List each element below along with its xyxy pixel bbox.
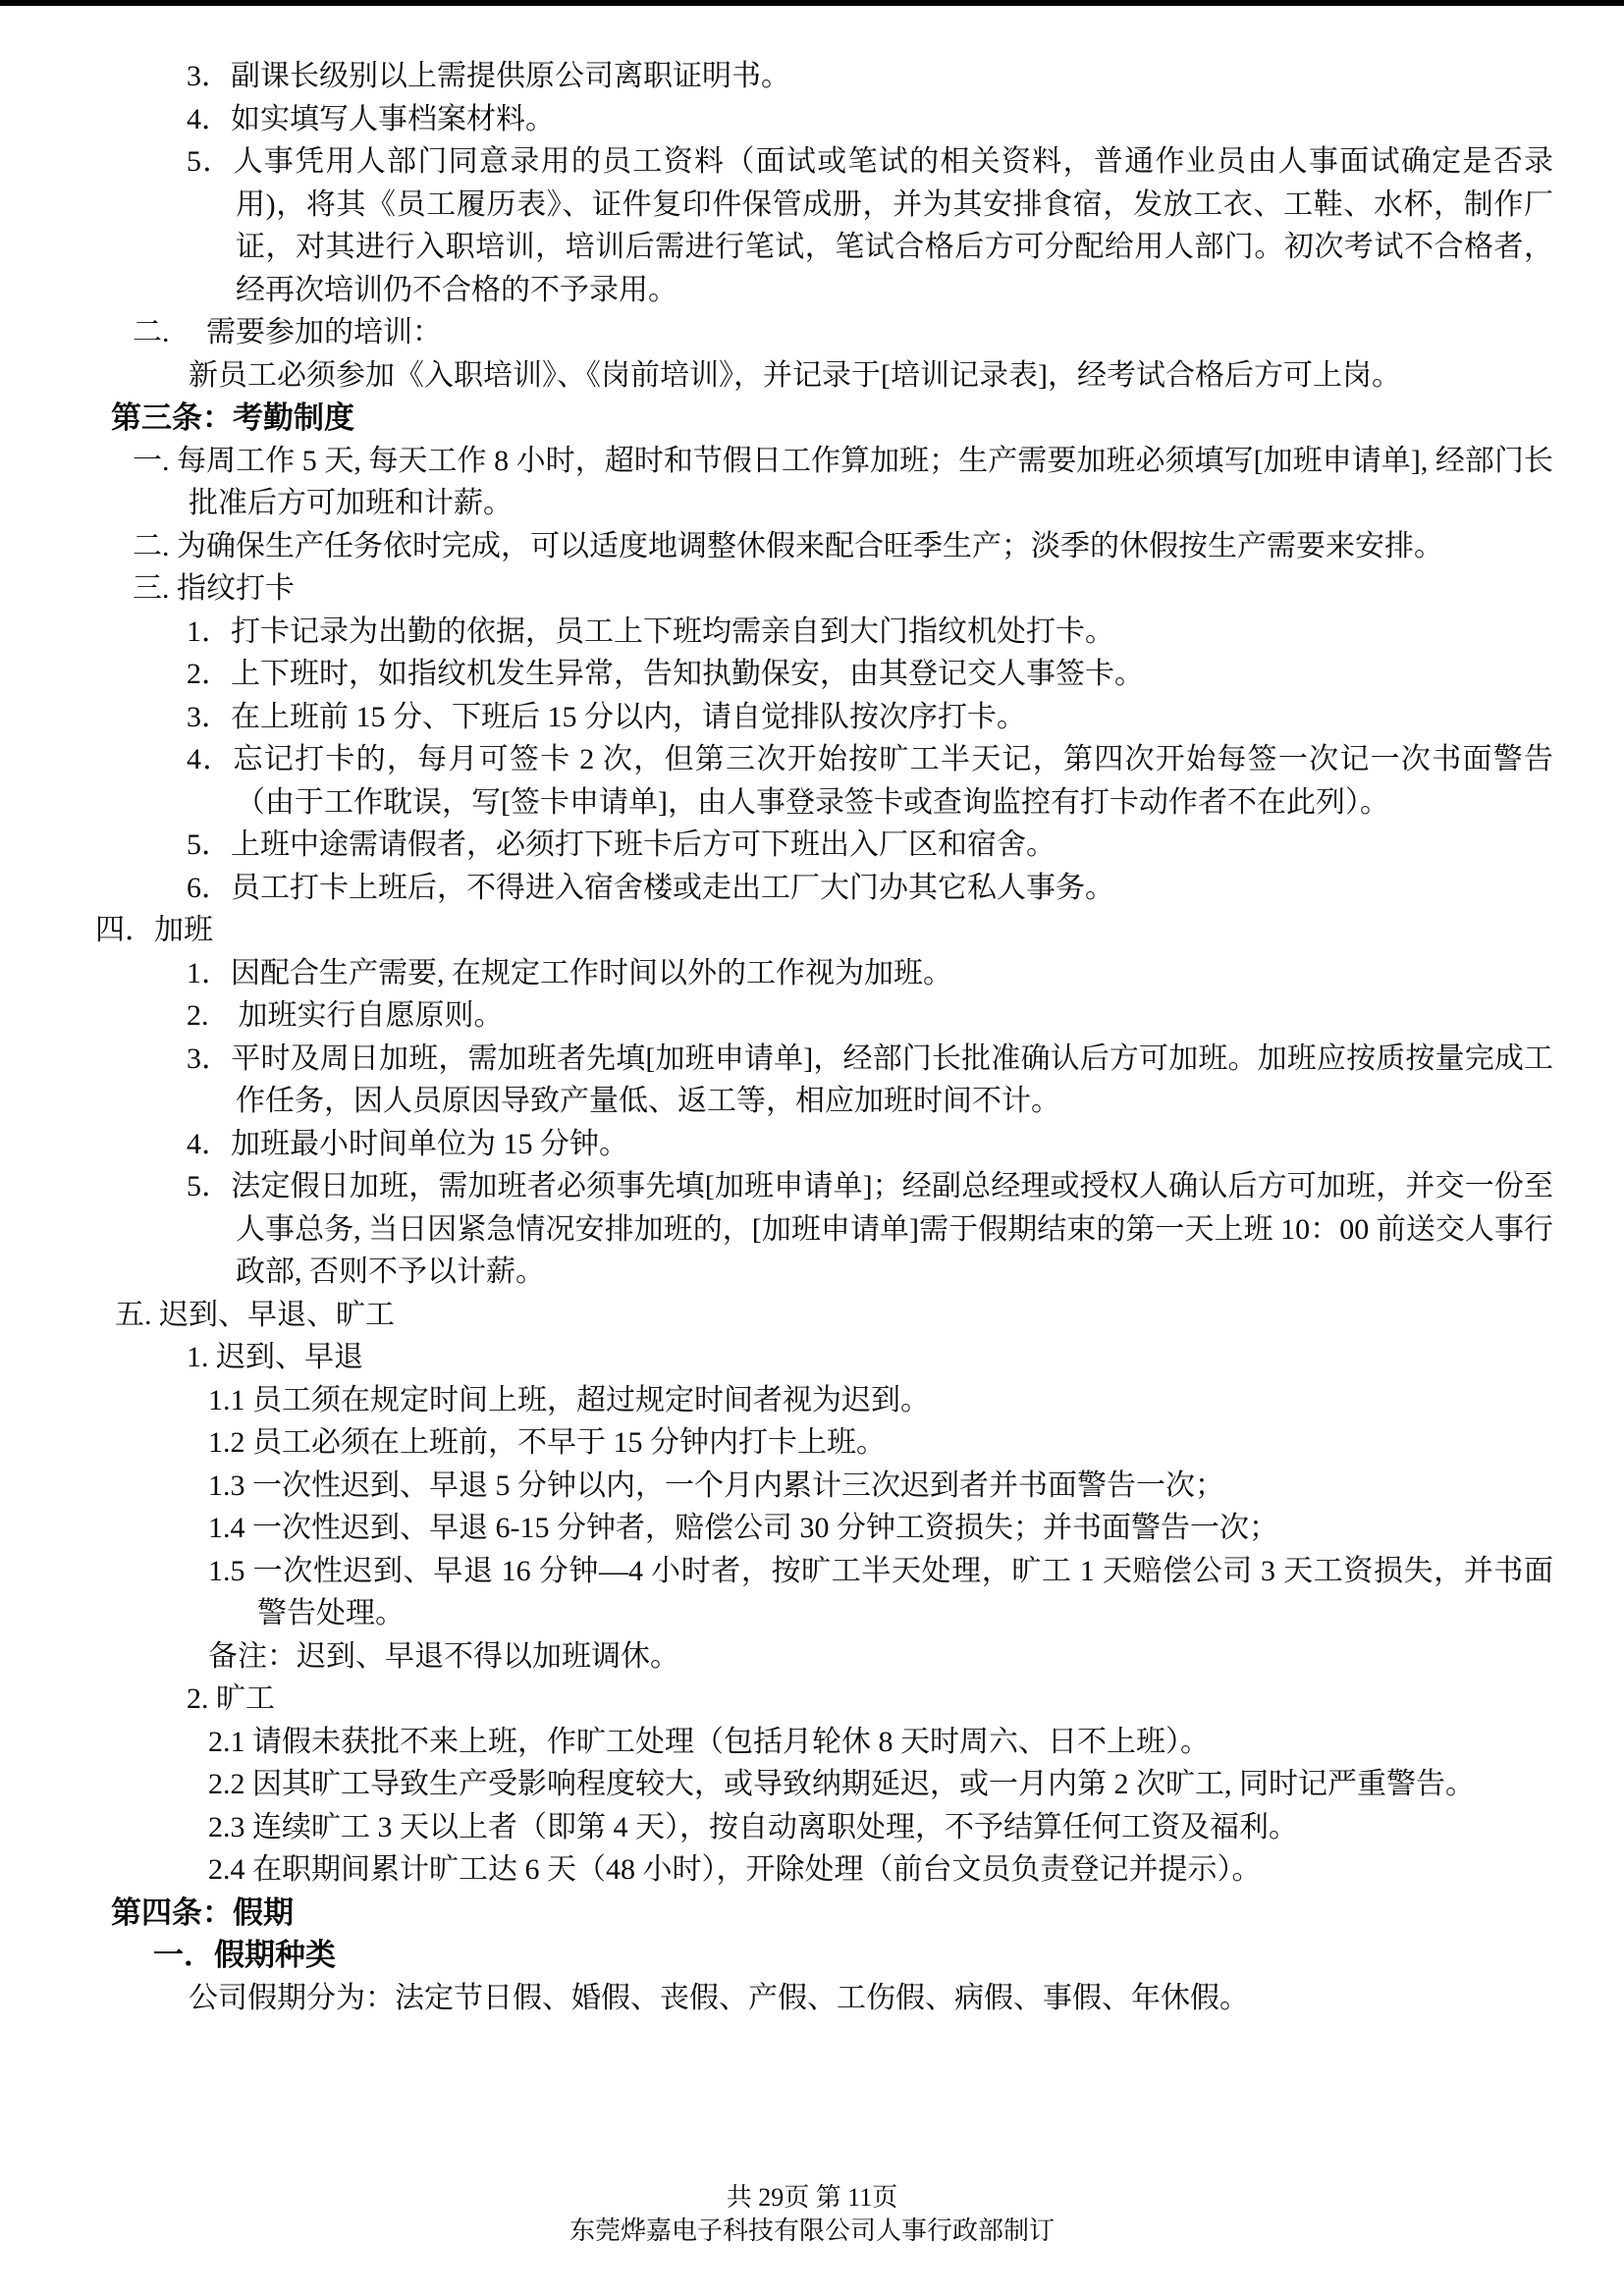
paragraph: 一．假期种类	[153, 1938, 336, 1972]
footer-issuer: 东莞烨嘉电子科技有限公司人事行政部制订	[568, 2216, 1055, 2245]
paragraph: 2. 旷工	[187, 1682, 275, 1715]
paragraph: 四．加班	[95, 914, 213, 946]
paragraph: 3．在上班前 15 分、下班后 15 分以内，请自觉排队按次序打卡。	[187, 700, 1026, 733]
page-footer	[0, 2181, 1624, 2248]
paragraph: 1.1 员工须在规定时间上班，超过规定时间者视为迟到。	[208, 1383, 930, 1416]
paragraph: 3．副课长级别以上需提供原公司离职证明书。	[187, 60, 790, 92]
document-content	[0, 55, 1553, 2019]
paragraph: 一. 每周工作 5 天, 每天工作 8 小时，超时和节假日工作算加班；生产需要加班必须填写[加班申请单], 经部门长批准后方可加班和计薪。	[133, 444, 1553, 519]
paragraph: 4．忘记打卡的，每月可签卡 2 次，但第三次开始按旷工半天记，第四次开始每签一次记一次书面警告（由于工作耽误，写[签卡申请单]，由人事登录签卡或查询监控有打卡动作者不在此列）。	[187, 743, 1553, 819]
paragraph: 三. 指纹打卡	[133, 572, 295, 605]
paragraph: 二. 为确保生产任务依时完成，可以适度地调整休假来配合旺季生产；淡季的休假按生产需要来安排。	[133, 529, 1443, 562]
paragraph: 1.3 一次性迟到、早退 5 分钟以内，一个月内累计三次迟到者并书面警告一次；	[208, 1468, 1224, 1502]
paragraph: 5．人事凭用人部门同意录用的员工资料（面试或笔试的相关资料，普通作业员由人事面试确定是否录用)，将其《员工履历表》、证件复印件保管成册，并为其安排食宿，发放工衣、工鞋、水杯，制作厂证，对其进行入职培训，培训后需进行笔试，笔试合格后方可分配给用人部门。初次考试不合格者，经再次培训仍不合格的不予录用。	[187, 145, 1553, 306]
top-scan-artifact-line	[0, 0, 1624, 6]
paragraph: 1.5 一次性迟到、早退 16 分钟—4 小时者，按旷工半天处理，旷工 1 天赔偿公司 3 天工资损失，并书面警告处理。	[208, 1554, 1553, 1629]
paragraph: 4．加班最小时间单位为 15 分钟。	[187, 1127, 628, 1160]
paragraph: 6．员工打卡上班后，不得进入宿舍楼或走出工厂大门办其它私人事务。	[187, 871, 1114, 904]
paragraph: 1.2 员工必须在上班前，不早于 15 分钟内打卡上班。	[208, 1426, 886, 1459]
paragraph: 2.3 连续旷工 3 天以上者（即第 4 天），按自动离职处理，不予结算任何工资及福利。	[208, 1810, 1298, 1843]
paragraph: 2.2 因其旷工导致生产受影响程度较大，或导致纳期延迟，或一月内第 2 次旷工, 同时记严重警告。	[208, 1768, 1475, 1800]
paragraph: 1．因配合生产需要, 在规定工作时间以外的工作视为加班。	[187, 956, 952, 989]
paragraph: 备注：迟到、早退不得以加班调休。	[208, 1639, 679, 1673]
paragraph: 4．如实填写人事档案材料。	[187, 102, 555, 135]
paragraph: 2. 加班实行自愿原则。	[187, 999, 504, 1032]
paragraph: 2．上下班时，如指纹机发生异常，告知执勤保安，由其登记交人事签卡。	[187, 658, 1144, 690]
paragraph: 3．平时及周日加班，需加班者先填[加班申请单]，经部门长批准确认后方可加班。加班应按质按量完成工作任务，因人员原因导致产量低、返工等，相应加班时间不计。	[187, 1041, 1553, 1117]
paragraph: 2.1 请假未获批不来上班，作旷工处理（包括月轮休 8 天时周六、日不上班）。	[208, 1725, 1210, 1758]
paragraph: 新员工必须参加《入职培训》、《岗前培训》，并记录于[培训记录表]，经考试合格后方可上岗。	[189, 358, 1401, 392]
paragraph: 五. 迟到、早退、旷工	[115, 1298, 395, 1331]
paragraph: 公司假期分为：法定节日假、婚假、丧假、产假、工伤假、病假、事假、年休假。	[189, 1981, 1249, 2014]
paragraph: 二. 需要参加的培训：	[133, 316, 442, 348]
paragraph: 1. 迟到、早退	[187, 1341, 363, 1373]
paragraph: 第三条：考勤制度	[111, 400, 354, 435]
paragraph: 5．法定假日加班，需加班者必须事先填[加班申请单]；经副总经理或授权人确认后方可加班，并交一份至人事总务, 当日因紧急情况安排加班的，[加班申请单]需于假期结束的第一天上班 10：00 前送交人事行政部, 否则不予以计薪。	[187, 1170, 1553, 1288]
paragraph: 1．打卡记录为出勤的依据，员工上下班均需亲自到大门指纹机处打卡。	[187, 614, 1114, 648]
paragraph: 1.4 一次性迟到、早退 6-15 分钟者，赔偿公司 30 分钟工资损失；并书面警告一次；	[208, 1512, 1278, 1544]
footer-page-number: 共 29页 第 11页	[726, 2183, 898, 2212]
paragraph: 第四条：假期	[111, 1895, 294, 1930]
paragraph: 5．上班中途需请假者，必须打下班卡后方可下班出入厂区和宿舍。	[187, 828, 1056, 861]
paragraph: 2.4 在职期间累计旷工达 6 天（48 小时），开除处理（前台文员负责登记并提示）。	[208, 1853, 1262, 1886]
